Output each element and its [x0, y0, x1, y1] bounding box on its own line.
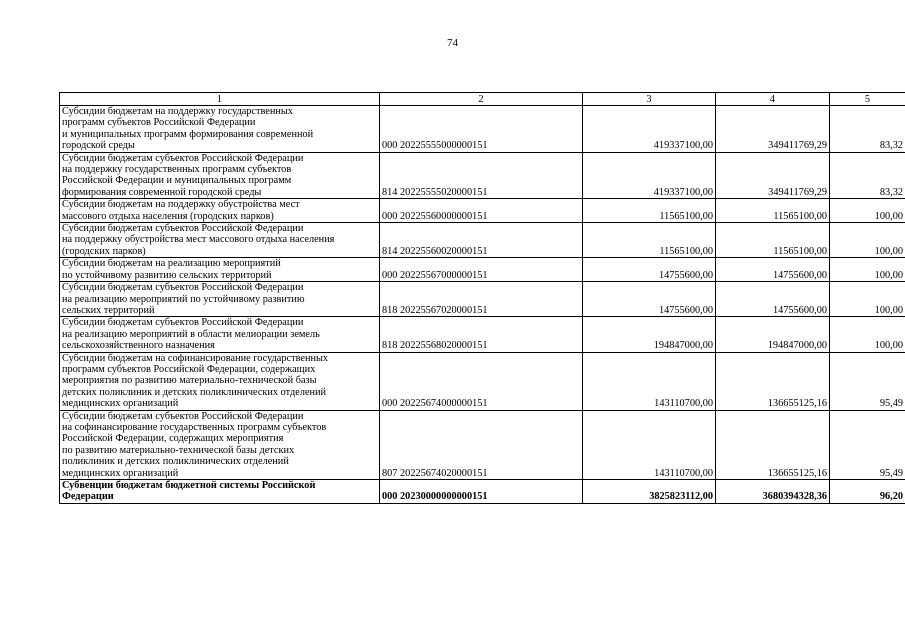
plan-amount-cell: 14755600,00	[583, 282, 716, 317]
plan-amount-cell: 3825823112,00	[583, 480, 716, 504]
actual-amount-cell: 11565100,00	[716, 199, 830, 223]
percent-cell: 95,49	[830, 352, 905, 410]
budget-code-cell: 000 20225674000000151	[380, 352, 583, 410]
revenue-name-line: на поддержку обустройства мест массового отдыха населения	[62, 234, 335, 246]
plan-amount-cell: 143110700,00	[583, 352, 716, 410]
budget-code-cell: 818 20225568020000151	[380, 317, 583, 352]
table-row	[60, 223, 905, 258]
plan-amount-cell: 11565100,00	[583, 223, 716, 258]
revenue-name-line: детских поликлиник и детских поликлинических отделений	[62, 386, 327, 398]
revenue-name-cell	[60, 152, 380, 199]
actual-amount-cell: 349411769,29	[716, 152, 830, 199]
table-row	[60, 352, 905, 410]
percent-cell: 100,00	[830, 223, 905, 258]
plan-amount-cell: 14755600,00	[583, 258, 716, 282]
revenue-name-line: на софинансирование государственных программ субъектов	[62, 421, 327, 433]
table-row	[60, 106, 905, 153]
table-row	[60, 410, 905, 479]
header-col-1: 1	[60, 93, 380, 106]
percent-cell: 100,00	[830, 317, 905, 352]
revenue-name-line: по развитию материально-технической базы детских	[62, 444, 295, 456]
header-col-2: 2	[380, 93, 583, 106]
table-row	[60, 258, 905, 282]
revenue-name-line: Российской Федерации и муниципальных программ	[62, 175, 292, 187]
actual-amount-cell: 14755600,00	[716, 258, 830, 282]
revenue-name-line: медицинских организаций	[62, 398, 179, 410]
revenue-name-cell	[60, 223, 380, 258]
percent-cell: 100,00	[830, 199, 905, 223]
header-col-3: 3	[583, 93, 716, 106]
revenue-name-cell	[60, 199, 380, 223]
revenue-name-line: городской среды	[62, 140, 135, 152]
budget-code-cell: 807 20225674020000151	[380, 410, 583, 479]
revenue-name-line: Субсидии бюджетам субъектов Российской Федерации	[62, 282, 304, 294]
revenue-name-cell	[60, 480, 380, 504]
revenue-name-line: (городских парков)	[62, 245, 146, 257]
revenue-name-line: программ субъектов Российской Федерации, содержащих	[62, 363, 316, 375]
revenue-name-line: Федерации	[62, 491, 114, 503]
revenue-name-line: программ субъектов Российской Федерации	[62, 117, 256, 129]
revenue-name-line: Субсидии бюджетам на реализацию мероприятий	[62, 258, 281, 270]
percent-cell: 83,32	[830, 152, 905, 199]
table-row	[60, 199, 905, 223]
budget-code-cell: 814 20225560020000151	[380, 223, 583, 258]
revenue-name-line: Субсидии бюджетам на поддержку государственных	[62, 106, 293, 117]
actual-amount-cell: 136655125,16	[716, 410, 830, 479]
revenue-name-line: Субвенции бюджетам бюджетной системы Российской	[62, 480, 316, 491]
revenue-name-line: Субсидии бюджетам на софинансирование государственных	[62, 352, 329, 364]
table-body	[60, 106, 905, 504]
revenue-name-line: Субсидии бюджетам субъектов Российской Федерации	[62, 223, 304, 235]
revenue-name-cell	[60, 106, 380, 153]
revenue-name-line: по устойчивому развитию сельских территорий	[62, 269, 272, 281]
page-number: 74	[447, 37, 458, 49]
revenue-name-cell	[60, 258, 380, 282]
revenue-name-line: Субсидии бюджетам на поддержку обустройства мест	[62, 199, 300, 211]
plan-amount-cell: 419337100,00	[583, 106, 716, 153]
table-row	[60, 480, 905, 504]
plan-amount-cell: 194847000,00	[583, 317, 716, 352]
revenue-name-line: Субсидии бюджетам субъектов Российской Федерации	[62, 410, 304, 422]
actual-amount-cell: 14755600,00	[716, 282, 830, 317]
revenue-name-line: медицинских организаций	[62, 467, 179, 479]
revenue-name-line: Субсидии бюджетам субъектов Российской Федерации	[62, 317, 304, 329]
budget-code-cell: 000 20225567000000151	[380, 258, 583, 282]
revenue-name-line: поликлиник и детских поликлинических отделений	[62, 456, 289, 468]
actual-amount-cell: 11565100,00	[716, 223, 830, 258]
actual-amount-cell: 349411769,29	[716, 106, 830, 153]
percent-cell: 100,00	[830, 282, 905, 317]
revenue-name-line: на поддержку государственных программ субъектов	[62, 164, 292, 176]
actual-amount-cell: 194847000,00	[716, 317, 830, 352]
revenue-name-line: сельскохозяйственного назначения	[62, 340, 215, 352]
revenue-name-cell	[60, 317, 380, 352]
revenue-name-line: сельских территорий	[62, 304, 155, 316]
revenue-name-line: на реализацию мероприятий в области мелиорации земель	[62, 328, 320, 340]
revenue-name-line: Субсидии бюджетам субъектов Российской Федерации	[62, 152, 304, 164]
actual-amount-cell: 136655125,16	[716, 352, 830, 410]
budget-code-cell: 000 20230000000000151	[380, 480, 583, 504]
revenue-name-line: массового отдыха населения (городских парков)	[62, 210, 274, 222]
budget-code-cell: 000 20225555000000151	[380, 106, 583, 153]
budget-table	[59, 92, 905, 504]
percent-cell: 100,00	[830, 258, 905, 282]
budget-code-cell: 814 20225555020000151	[380, 152, 583, 199]
revenue-name-line: мероприятия по развитию материально-технической базы	[62, 375, 317, 387]
plan-amount-cell: 419337100,00	[583, 152, 716, 199]
table-row	[60, 317, 905, 352]
percent-cell: 83,32	[830, 106, 905, 153]
revenue-name-cell	[60, 410, 380, 479]
actual-amount-cell: 3680394328,36	[716, 480, 830, 504]
revenue-name-line: формирования современной городской среды	[62, 186, 262, 198]
revenue-name-line: на реализацию мероприятий по устойчивому развитию	[62, 293, 305, 305]
table-row	[60, 152, 905, 199]
plan-amount-cell: 143110700,00	[583, 410, 716, 479]
header-col-4: 4	[716, 93, 830, 106]
budget-code-cell: 000 20225560000000151	[380, 199, 583, 223]
plan-amount-cell: 11565100,00	[583, 199, 716, 223]
percent-cell: 96,20	[830, 480, 905, 504]
percent-cell: 95,49	[830, 410, 905, 479]
revenue-name-line: Российской Федерации, содержащих мероприятия	[62, 433, 284, 445]
budget-code-cell: 818 20225567020000151	[380, 282, 583, 317]
header-col-5: 5	[830, 93, 905, 106]
header-row	[60, 93, 905, 106]
revenue-name-line: и муниципальных программ формирования современной	[62, 128, 314, 140]
table-row	[60, 282, 905, 317]
revenue-name-cell	[60, 352, 380, 410]
revenue-name-cell	[60, 282, 380, 317]
